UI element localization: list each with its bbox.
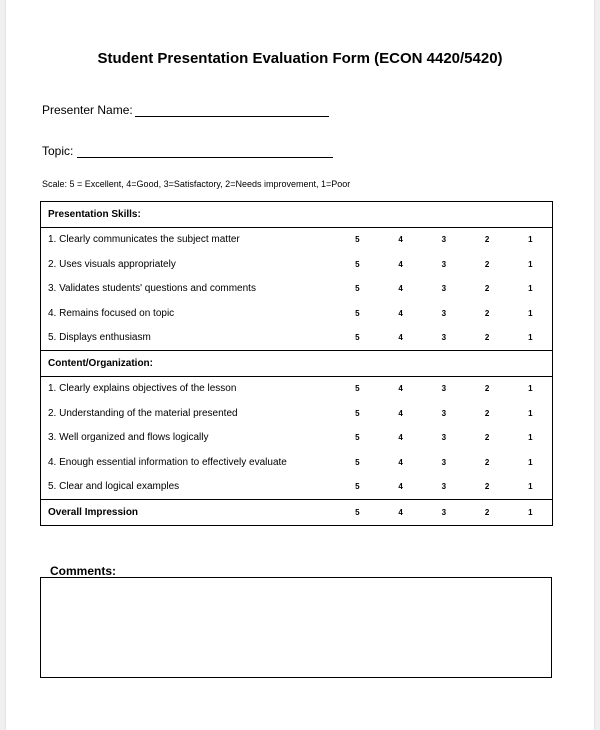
s0-i2-score-4[interactable]: 4 xyxy=(398,284,403,294)
s1-i2-score-1[interactable]: 1 xyxy=(528,433,533,443)
form-page xyxy=(6,0,594,730)
comments-box[interactable] xyxy=(40,577,552,678)
presenter-name-label: Presenter Name: xyxy=(42,103,133,117)
topic-label: Topic: xyxy=(42,144,74,158)
s1-i2-score-2[interactable]: 2 xyxy=(484,433,490,443)
s1-i2-score-5[interactable]: 5 xyxy=(355,433,360,443)
s0-i2-score-5[interactable]: 5 xyxy=(355,284,360,294)
criterion-row xyxy=(41,301,553,326)
criterion-label: 5. Displays enthusiasm xyxy=(48,332,151,344)
overall-impression-row xyxy=(41,500,553,526)
overall-score-5[interactable]: 5 xyxy=(336,500,379,526)
s0-i2-score-2[interactable]: 2 xyxy=(484,284,490,294)
comments-label: Comments: xyxy=(50,564,117,578)
s0-i1-score-4[interactable]: 4 xyxy=(398,259,403,269)
s0-i3-score-4[interactable]: 4 xyxy=(398,308,403,318)
s0-i1-score-1[interactable]: 1 xyxy=(528,259,533,269)
s1-i0-score-5[interactable]: 5 xyxy=(355,384,360,394)
s0-i1-score-2[interactable]: 2 xyxy=(484,259,490,269)
s0-i3-score-3[interactable]: 3 xyxy=(441,308,447,318)
s1-i1-score-2[interactable]: 2 xyxy=(484,408,490,418)
s1-i0-score-2[interactable]: 2 xyxy=(484,384,490,394)
s0-i0-score-3[interactable]: 3 xyxy=(441,235,447,245)
s1-i3-score-4[interactable]: 4 xyxy=(398,457,403,467)
criterion-label: 5. Clear and logical examples xyxy=(48,481,180,493)
s0-i1-score-3[interactable]: 3 xyxy=(441,259,447,269)
s0-i0-score-1[interactable]: 1 xyxy=(528,235,533,245)
form-title: Student Presentation Evaluation Form (ECON 4420/5420) xyxy=(97,50,503,67)
s1-i4-score-1[interactable]: 1 xyxy=(528,482,533,492)
criterion-label: 4. Enough essential information to effectively evaluate xyxy=(48,456,287,468)
criterion-row xyxy=(41,326,553,351)
s1-i4-score-2[interactable]: 2 xyxy=(484,482,490,492)
topic-field xyxy=(42,144,333,158)
s0-i2-score-3[interactable]: 3 xyxy=(441,284,447,294)
section-heading: Content/Organization: xyxy=(41,351,553,377)
overall-score-2[interactable]: 2 xyxy=(465,500,508,526)
s0-i0-score-4[interactable]: 4 xyxy=(398,235,403,245)
s1-i3-score-1[interactable]: 1 xyxy=(528,457,533,467)
s0-i4-score-3[interactable]: 3 xyxy=(441,333,447,343)
criterion-row xyxy=(41,376,553,401)
s1-i1-score-3[interactable]: 3 xyxy=(441,408,447,418)
s0-i0-score-2[interactable]: 2 xyxy=(484,235,490,245)
overall-score-1[interactable]: 1 xyxy=(509,500,553,526)
s0-i4-score-5[interactable]: 5 xyxy=(355,333,360,343)
s1-i2-score-4[interactable]: 4 xyxy=(398,433,403,443)
s0-i0-score-5[interactable]: 5 xyxy=(355,235,360,245)
criterion-label: 4. Remains focused on topic xyxy=(48,307,175,319)
criterion-row xyxy=(41,426,553,451)
s0-i4-score-4[interactable]: 4 xyxy=(398,333,403,343)
s1-i1-score-5[interactable]: 5 xyxy=(355,408,360,418)
criterion-row xyxy=(41,227,553,252)
section-heading: Presentation Skills: xyxy=(41,202,553,228)
presenter-name-line[interactable] xyxy=(135,104,329,117)
overall-score-3[interactable]: 3 xyxy=(422,500,465,526)
overall-score-4[interactable]: 4 xyxy=(379,500,422,526)
criterion-row xyxy=(41,252,553,277)
s1-i1-score-1[interactable]: 1 xyxy=(528,408,533,418)
s1-i0-score-1[interactable]: 1 xyxy=(528,384,533,394)
criterion-row xyxy=(41,401,553,426)
s1-i0-score-3[interactable]: 3 xyxy=(441,384,447,394)
s1-i1-score-4[interactable]: 4 xyxy=(398,408,403,418)
section-header xyxy=(41,202,553,228)
s0-i3-score-5[interactable]: 5 xyxy=(355,308,360,318)
s1-i3-score-3[interactable]: 3 xyxy=(441,457,447,467)
criterion-label: 2. Uses visuals appropriately xyxy=(48,258,176,270)
presenter-name-field xyxy=(42,103,329,117)
s1-i4-score-5[interactable]: 5 xyxy=(355,482,360,492)
s0-i1-score-5[interactable]: 5 xyxy=(355,259,360,269)
s1-i4-score-3[interactable]: 3 xyxy=(441,482,447,492)
criterion-row xyxy=(41,450,553,475)
criterion-label: 3. Well organized and flows logically xyxy=(48,432,209,444)
s0-i4-score-2[interactable]: 2 xyxy=(484,333,490,343)
s1-i4-score-4[interactable]: 4 xyxy=(398,482,403,492)
overall-impression-label: Overall Impression xyxy=(41,500,336,526)
s0-i4-score-1[interactable]: 1 xyxy=(528,333,533,343)
s0-i2-score-1[interactable]: 1 xyxy=(528,284,533,294)
s1-i0-score-4[interactable]: 4 xyxy=(398,384,403,394)
criterion-label: 2. Understanding of the material presented xyxy=(48,407,238,419)
criterion-label: 1. Clearly communicates the subject matter xyxy=(48,234,240,246)
criterion-label: 3. Validates students' questions and comments xyxy=(48,283,256,295)
s0-i3-score-2[interactable]: 2 xyxy=(484,308,490,318)
criterion-row xyxy=(41,277,553,302)
scale-legend: Scale: 5 = Excellent, 4=Good, 3=Satisfactory, 2=Needs improvement, 1=Poor xyxy=(42,179,351,189)
section-header xyxy=(41,351,553,377)
criterion-row xyxy=(41,475,553,500)
s1-i3-score-2[interactable]: 2 xyxy=(484,457,490,467)
s0-i3-score-1[interactable]: 1 xyxy=(528,308,533,318)
topic-line[interactable] xyxy=(77,145,333,158)
s1-i2-score-3[interactable]: 3 xyxy=(441,433,447,443)
evaluation-table xyxy=(40,201,553,526)
s1-i3-score-5[interactable]: 5 xyxy=(355,457,360,467)
criterion-label: 1. Clearly explains objectives of the lesson xyxy=(48,383,237,395)
